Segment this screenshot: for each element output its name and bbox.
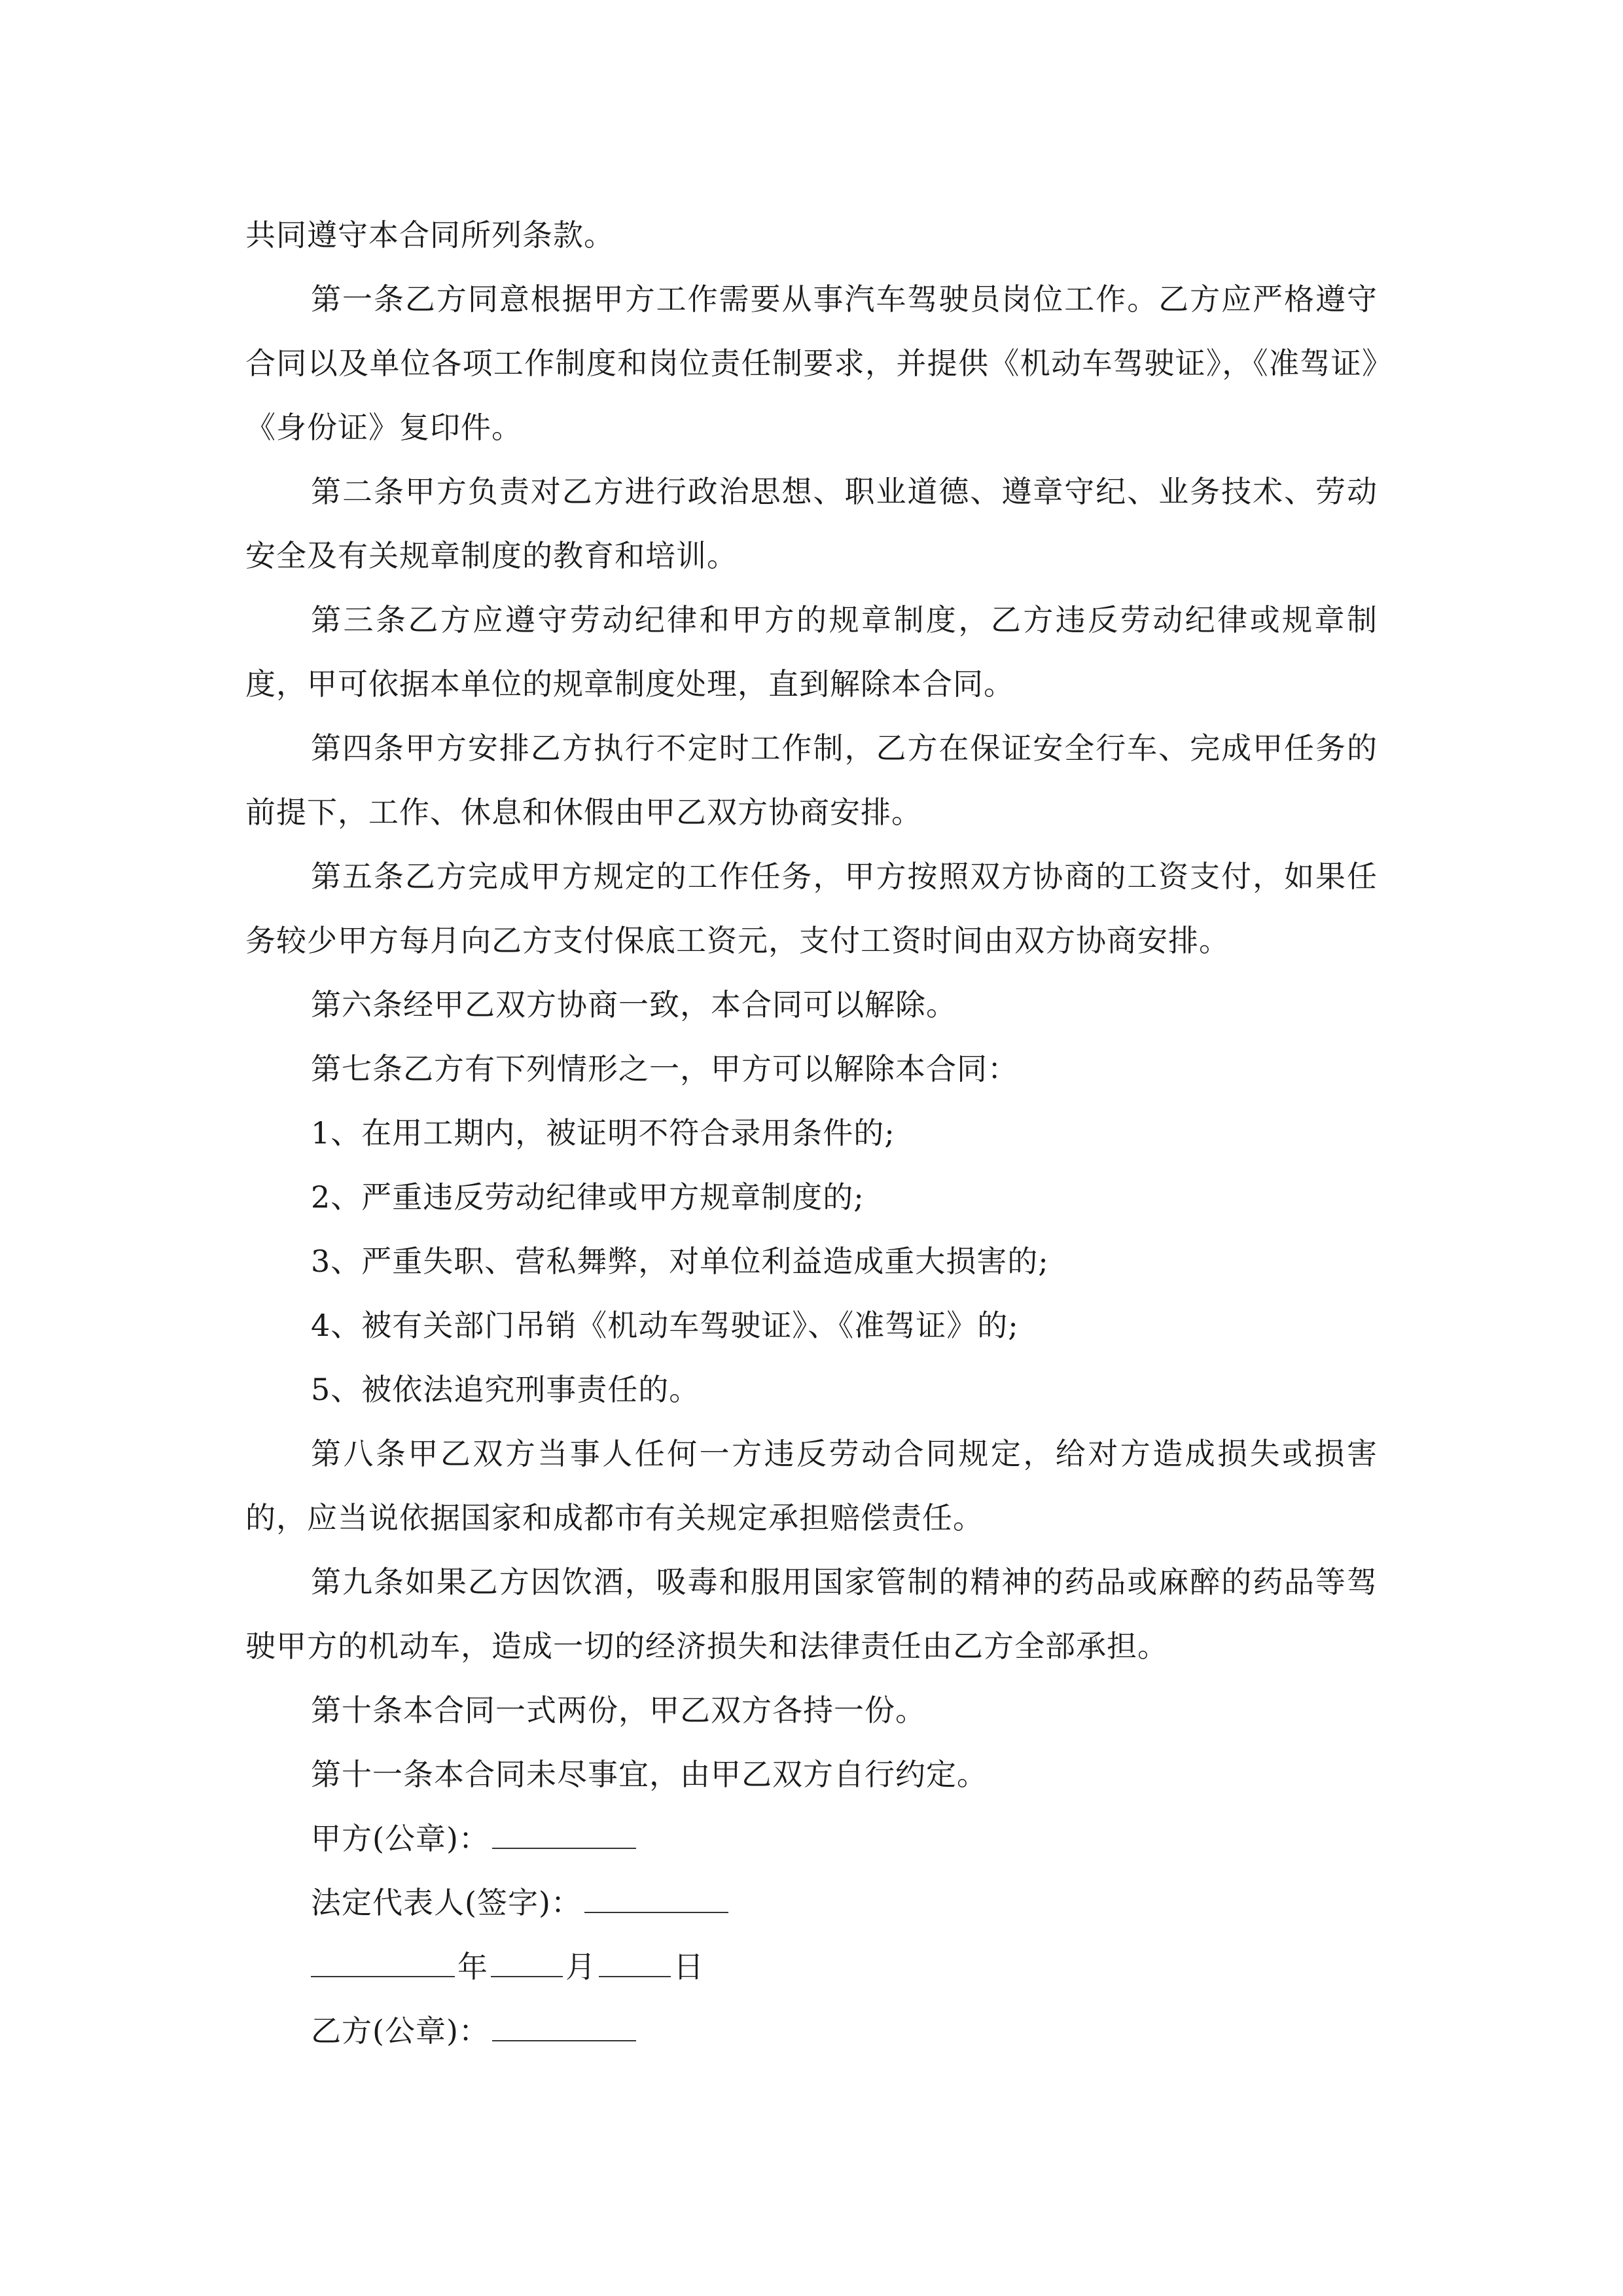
paragraph-intro: 共同遵守本合同所列条款。 [245, 217, 615, 253]
article-1: 第一条乙方同意根据甲方工作需要从事汽车驾驶员岗位工作。乙方应严格遵守合同以及单位各项工作制度和岗位责任制要求，并提供《机动车驾驶证》，《准驾证》《身份证》复印件。 [245, 281, 1378, 445]
article-9: 第九条如果乙方因饮酒，吸毒和服用国家管制的精神的药品或麻醉的药品等驾驶甲方的机动车，造成一切的经济损失和法律责任由乙方全部承担。 [245, 1564, 1378, 1664]
party-a-label: 甲方(公章)： [311, 1821, 490, 1856]
article-8: 第八条甲乙双方当事人任何一方违反劳动合同规定，给对方造成损失或损害的，应当说依据国家和成都市有关规定承担赔偿责任。 [245, 1436, 1378, 1535]
date-line [245, 1935, 1378, 1999]
article-5: 第五条乙方完成甲方规定的工作任务，甲方按照双方协商的工资支付，如果任务较少甲方每月向乙方支付保底工资元，支付工资时间由双方协商安排。 [245, 859, 1378, 958]
article-11: 第十一条本合同未尽事宜，由甲乙双方自行约定。 [311, 1757, 988, 1792]
representative-signature-line [245, 1871, 1378, 1935]
day-blank[interactable] [599, 1950, 671, 1977]
representative-blank[interactable] [584, 1886, 728, 1913]
year-blank[interactable] [311, 1950, 455, 1977]
party-b-label: 乙方(公章)： [311, 2013, 490, 2049]
list-item: 4、被有关部门吊销《机动车驾驶证》、《准驾证》的; [311, 1308, 1019, 1343]
party-b-signature-line [245, 1999, 1378, 2063]
party-a-signature-line [245, 1806, 1378, 1871]
article-7: 第七条乙方有下列情形之一，甲方可以解除本合同： [311, 1051, 1018, 1086]
list-item: 5、被依法追究刑事责任的。 [311, 1372, 700, 1407]
list-item: 2、严重违反劳动纪律或甲方规章制度的; [311, 1179, 865, 1215]
party-b-blank[interactable] [492, 2014, 636, 2041]
party-a-blank[interactable] [492, 1821, 636, 1849]
article-3: 第三条乙方应遵守劳动纪律和甲方的规章制度，乙方违反劳动纪律或规章制度，甲可依据本单位的规章制度处理，直到解除本合同。 [245, 602, 1378, 702]
representative-label: 法定代表人(签字)： [311, 1885, 582, 1920]
year-label: 年 [457, 1949, 488, 1984]
article-10: 第十条本合同一式两份，甲乙双方各持一份。 [311, 1693, 926, 1728]
list-item: 3、严重失职、营私舞弊，对单位利益造成重大损害的; [311, 1244, 1049, 1279]
contract-body [245, 203, 1378, 2063]
article-4: 第四条甲方安排乙方执行不定时工作制，乙方在保证安全行车、完成甲任务的前提下，工作、休息和休假由甲乙双方协商安排。 [245, 730, 1378, 830]
month-blank[interactable] [491, 1950, 563, 1977]
day-label: 日 [673, 1949, 704, 1984]
list-item: 1、在用工期内，被证明不符合录用条件的; [311, 1115, 895, 1151]
article-6: 第六条经甲乙双方协商一致，本合同可以解除。 [311, 987, 957, 1022]
month-label: 月 [565, 1949, 596, 1984]
article-2: 第二条甲方负责对乙方进行政治思想、职业道德、遵章守纪、业务技术、劳动安全及有关规章制度的教育和培训。 [245, 474, 1378, 573]
